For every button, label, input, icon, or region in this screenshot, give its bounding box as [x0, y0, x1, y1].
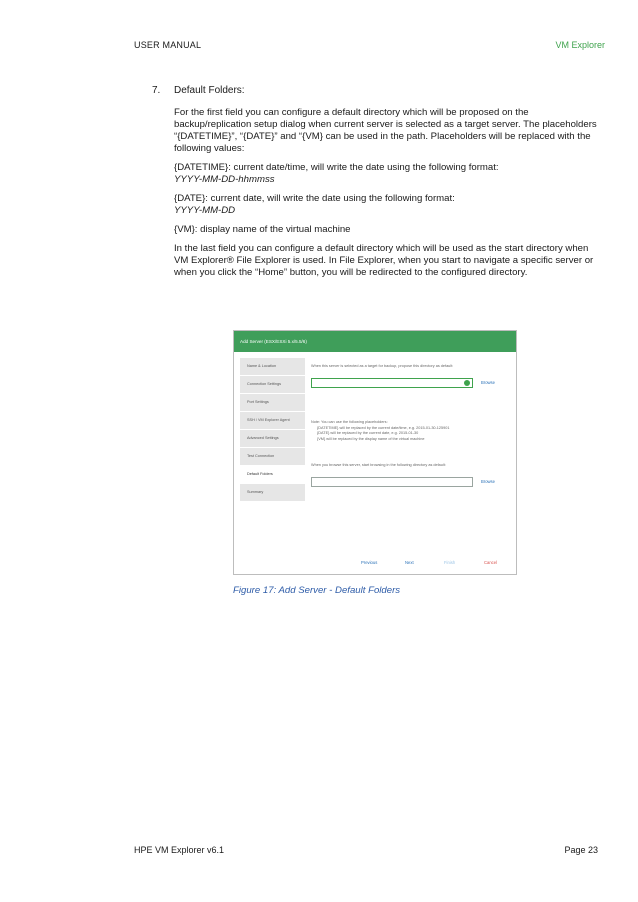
sidebar-item-test-connection[interactable]: Test Connection	[240, 448, 305, 465]
footer-page-number: Page 23	[564, 845, 598, 855]
sidebar-item-default-folders[interactable]: Default Folders	[240, 466, 305, 483]
browse-directory-input[interactable]	[311, 477, 473, 487]
dialog-sidebar	[240, 358, 305, 502]
note-datetime: {DATETIME} will be replaced by the current date/time, e.g. 2015-01-30-125901	[317, 425, 450, 430]
cancel-button[interactable]: Cancel	[484, 560, 498, 565]
placeholder-note	[311, 420, 449, 442]
header-product-name: VM Explorer	[555, 40, 605, 50]
backup-directory-label: When this server is selected as a target for backup, propose this directory as default:	[311, 364, 454, 368]
add-server-dialog-screenshot	[233, 330, 517, 575]
sidebar-item-advanced-settings[interactable]: Advanced Settings	[240, 430, 305, 447]
sidebar-item-ssh-agent[interactable]: SSH / VM Explorer Agent	[240, 412, 305, 429]
note-title: Note: You can use the following placeholders:	[311, 420, 388, 424]
check-icon	[464, 380, 470, 386]
footer-version: HPE VM Explorer v6.1	[134, 845, 225, 855]
browse-backup-button[interactable]: Browse	[481, 380, 495, 385]
previous-button[interactable]: Previous	[361, 560, 378, 565]
dialog-title: Add Server (ESX/ESXi 5.x/5.5/6)	[234, 331, 516, 352]
browse-directory-label: When you browse this server, start browsing in the following directory as default:	[311, 463, 446, 467]
next-button[interactable]: Next	[405, 560, 414, 565]
sidebar-item-port-settings[interactable]: Port Settings	[240, 394, 305, 411]
sidebar-item-name-location[interactable]: Name & Location	[240, 358, 305, 375]
section-number: 7.	[152, 85, 161, 96]
paragraph-first-field: For the first field you can configure a default directory which will be proposed on the backup/replication setup dialog when current server is selected as a target server. The placeholders “{DATETIME}”, “{DATE}” and “{VM} can be used in the path. Placeholders will be replaced with the following values:	[174, 107, 597, 154]
paragraph-date	[174, 193, 604, 217]
paragraph-vm: {VM}: display name of the virtual machine	[174, 224, 351, 235]
datetime-format: YYYY-MM-DD-hhmmss	[174, 174, 275, 185]
date-format: YYYY-MM-DD	[174, 205, 236, 216]
sidebar-item-connection-settings[interactable]: Connection Settings	[240, 376, 305, 393]
figure-caption: Figure 17: Add Server - Default Folders	[233, 585, 401, 596]
note-vm: {VM} will be replaced by the display name of the virtual machine	[317, 436, 425, 441]
header-manual-label: USER MANUAL	[134, 40, 202, 50]
finish-button[interactable]: Finish	[444, 560, 456, 565]
paragraph-datetime	[174, 162, 604, 186]
backup-directory-input[interactable]	[311, 378, 473, 388]
browse-start-button[interactable]: Browse	[481, 479, 495, 484]
date-description: {DATE}: current date, will write the date using the following format:	[174, 193, 455, 204]
datetime-description: {DATETIME}: current date/time, will write the date using the following format:	[174, 162, 499, 173]
body-text	[174, 107, 604, 286]
section-title: Default Folders:	[174, 85, 245, 96]
note-date: {DATE} will be replaced by the current date, e.g. 2015-01-30	[317, 431, 419, 436]
paragraph-last-field: In the last field you can configure a default directory which will be used as the start directory when VM Explorer® File Explorer is used. In File Explorer, when you start to navigate a specific server or when you click the “Home” button, you will be redirected to the configured directory.	[174, 243, 594, 278]
sidebar-item-summary[interactable]: Summary	[240, 484, 305, 501]
